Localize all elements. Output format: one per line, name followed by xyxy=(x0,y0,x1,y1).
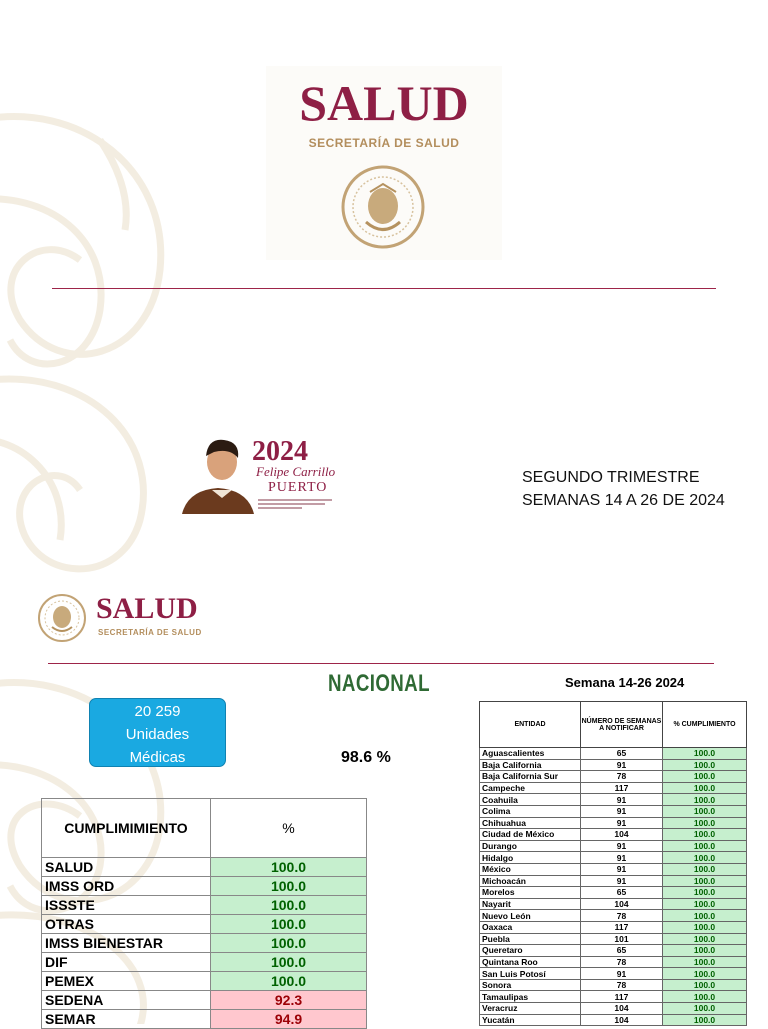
anio-felipe-carrillo-logo xyxy=(178,432,338,514)
state-weeks: 78 xyxy=(581,771,663,783)
state-name: Oaxaca xyxy=(480,921,581,933)
state-compliance: 100.0 xyxy=(663,910,747,922)
state-weeks: 91 xyxy=(581,840,663,852)
state-weeks: 65 xyxy=(581,945,663,957)
table-row xyxy=(480,956,747,968)
salud-logo-subtitle: SECRETARÍA DE SALUD xyxy=(308,136,460,150)
table-row xyxy=(42,934,367,953)
table-row xyxy=(480,991,747,1003)
institution-name: SEMAR xyxy=(42,1010,211,1029)
week-range-title: Semana 14-26 2024 xyxy=(565,675,685,690)
state-name: Yucatán xyxy=(480,1014,581,1026)
state-weeks: 91 xyxy=(581,875,663,887)
state-compliance: 100.0 xyxy=(663,1014,747,1026)
state-compliance: 100.0 xyxy=(663,921,747,933)
entity-header: ENTIDAD xyxy=(480,702,581,748)
institution-name: OTRAS xyxy=(42,915,211,934)
salud-logo xyxy=(266,66,502,260)
national-seal-icon xyxy=(36,592,88,644)
state-compliance: 100.0 xyxy=(663,933,747,945)
state-name: Hidalgo xyxy=(480,852,581,864)
nacional-heading: NACIONAL xyxy=(328,670,430,697)
table-header-row xyxy=(480,702,747,748)
table-row xyxy=(42,915,367,934)
state-name: Campeche xyxy=(480,782,581,794)
portrait-icon xyxy=(178,434,258,514)
table-row xyxy=(480,1014,747,1026)
state-compliance: 100.0 xyxy=(663,794,747,806)
state-weeks: 117 xyxy=(581,782,663,794)
table-row xyxy=(480,887,747,899)
state-compliance: 100.0 xyxy=(663,771,747,783)
table-row xyxy=(480,933,747,945)
salud-logo-small xyxy=(30,586,240,648)
report-period xyxy=(522,466,725,512)
table-row xyxy=(480,748,747,760)
state-weeks: 101 xyxy=(581,933,663,945)
institution-name: SALUD xyxy=(42,858,211,877)
state-weeks: 91 xyxy=(581,817,663,829)
salud-logo-title: SALUD xyxy=(299,75,469,131)
state-name: Veracruz xyxy=(480,1003,581,1015)
state-weeks: 117 xyxy=(581,921,663,933)
state-compliance: 100.0 xyxy=(663,898,747,910)
institution-value: 100.0 xyxy=(211,858,367,877)
units-label-1: Unidades xyxy=(125,726,190,743)
institution-value: 100.0 xyxy=(211,972,367,991)
table-row xyxy=(480,829,747,841)
institution-value: 100.0 xyxy=(211,896,367,915)
state-weeks: 91 xyxy=(581,968,663,980)
state-compliance: 100.0 xyxy=(663,829,747,841)
table-row xyxy=(480,782,747,794)
weeks-header: NÚMERO DE SEMANAS A NOTIFICAR xyxy=(581,702,663,748)
state-compliance: 100.0 xyxy=(663,991,747,1003)
table-row xyxy=(480,979,747,991)
state-name: Sonora xyxy=(480,979,581,991)
institution-name: PEMEX xyxy=(42,972,211,991)
state-compliance: 100.0 xyxy=(663,863,747,875)
state-name: Queretaro xyxy=(480,945,581,957)
state-weeks: 104 xyxy=(581,1003,663,1015)
anio-surname: PUERTO xyxy=(268,480,328,495)
compliance-pct-header: % CUMPLIMIENTO xyxy=(663,702,747,748)
institution-compliance-table xyxy=(41,798,367,1029)
state-compliance: 100.0 xyxy=(663,1003,747,1015)
institution-value: 100.0 xyxy=(211,934,367,953)
anio-footnote-lines xyxy=(258,499,332,509)
state-name: San Luis Potosí xyxy=(480,968,581,980)
table-row xyxy=(42,896,367,915)
table-row xyxy=(42,1010,367,1029)
table-row xyxy=(480,875,747,887)
state-weeks: 104 xyxy=(581,1014,663,1026)
table-row xyxy=(42,972,367,991)
table-header-row xyxy=(42,799,367,858)
state-weeks: 91 xyxy=(581,794,663,806)
state-weeks: 91 xyxy=(581,805,663,817)
institution-value: 92.3 xyxy=(211,991,367,1010)
institution-value: 100.0 xyxy=(211,953,367,972)
state-compliance: 100.0 xyxy=(663,817,747,829)
state-weeks: 65 xyxy=(581,887,663,899)
state-compliance: 100.0 xyxy=(663,748,747,760)
state-name: Chihuahua xyxy=(480,817,581,829)
national-percentage: 98.6 % xyxy=(341,749,391,766)
state-name: Ciudad de México xyxy=(480,829,581,841)
table-row xyxy=(42,953,367,972)
table-row xyxy=(42,858,367,877)
table-row xyxy=(480,840,747,852)
state-name: Puebla xyxy=(480,933,581,945)
state-weeks: 104 xyxy=(581,829,663,841)
table-row xyxy=(42,991,367,1010)
state-name: Baja California Sur xyxy=(480,771,581,783)
state-name: Quintana Roo xyxy=(480,956,581,968)
state-compliance: 100.0 xyxy=(663,887,747,899)
cover-divider xyxy=(52,288,716,289)
institution-name: DIF xyxy=(42,953,211,972)
table-row xyxy=(480,794,747,806)
table-row xyxy=(480,945,747,957)
institution-name: IMSS BIENESTAR xyxy=(42,934,211,953)
state-weeks: 91 xyxy=(581,759,663,771)
state-weeks: 78 xyxy=(581,956,663,968)
state-compliance-table xyxy=(479,701,747,1026)
state-compliance: 100.0 xyxy=(663,840,747,852)
state-compliance: 100.0 xyxy=(663,945,747,957)
state-weeks: 91 xyxy=(581,863,663,875)
state-name: Tamaulipas xyxy=(480,991,581,1003)
state-compliance: 100.0 xyxy=(663,875,747,887)
state-compliance: 100.0 xyxy=(663,805,747,817)
table-row xyxy=(480,898,747,910)
table-row xyxy=(480,1003,747,1015)
state-weeks: 117 xyxy=(581,991,663,1003)
table-row xyxy=(480,805,747,817)
state-name: México xyxy=(480,863,581,875)
report-divider xyxy=(48,663,714,664)
institution-value: 94.9 xyxy=(211,1010,367,1029)
table-row xyxy=(480,910,747,922)
table-row xyxy=(480,771,747,783)
state-name: Morelos xyxy=(480,887,581,899)
table-row xyxy=(480,759,747,771)
state-compliance: 100.0 xyxy=(663,782,747,794)
institution-value: 100.0 xyxy=(211,915,367,934)
institution-name: IMSS ORD xyxy=(42,877,211,896)
state-weeks: 78 xyxy=(581,979,663,991)
state-compliance: 100.0 xyxy=(663,956,747,968)
state-weeks: 104 xyxy=(581,898,663,910)
state-name: Baja California xyxy=(480,759,581,771)
anio-number: 2024 xyxy=(252,436,308,467)
institution-value: 100.0 xyxy=(211,877,367,896)
salud-small-subtitle: SECRETARÍA DE SALUD xyxy=(98,628,202,637)
medical-units-badge xyxy=(89,698,226,767)
table-row xyxy=(480,968,747,980)
period-line-1: SEGUNDO TRIMESTRE xyxy=(522,469,700,486)
state-weeks: 65 xyxy=(581,748,663,760)
state-name: Aguascalientes xyxy=(480,748,581,760)
percent-header: % xyxy=(211,799,367,858)
state-weeks: 78 xyxy=(581,910,663,922)
state-weeks: 91 xyxy=(581,852,663,864)
state-name: Michoacán xyxy=(480,875,581,887)
ornament-watermark xyxy=(0,80,190,576)
state-compliance: 100.0 xyxy=(663,979,747,991)
period-line-2: SEMANAS 14 A 26 DE 2024 xyxy=(522,492,725,509)
units-label-2: Médicas xyxy=(129,749,186,766)
salud-small-title: SALUD xyxy=(96,592,198,625)
table-row xyxy=(480,852,747,864)
table-row xyxy=(480,863,747,875)
units-count: 20 259 xyxy=(134,703,181,720)
state-name: Nuevo León xyxy=(480,910,581,922)
state-name: Durango xyxy=(480,840,581,852)
state-name: Coahuila xyxy=(480,794,581,806)
compliance-header: CUMPLIMIMIENTO xyxy=(42,799,211,858)
state-compliance: 100.0 xyxy=(663,852,747,864)
state-name: Colima xyxy=(480,805,581,817)
state-name: Nayarit xyxy=(480,898,581,910)
state-compliance: 100.0 xyxy=(663,968,747,980)
national-seal-icon xyxy=(338,162,428,252)
anio-name: Felipe Carrillo xyxy=(256,464,336,479)
table-row xyxy=(480,921,747,933)
institution-name: ISSSTE xyxy=(42,896,211,915)
institution-name: SEDENA xyxy=(42,991,211,1010)
state-compliance: 100.0 xyxy=(663,759,747,771)
table-row xyxy=(42,877,367,896)
table-row xyxy=(480,817,747,829)
